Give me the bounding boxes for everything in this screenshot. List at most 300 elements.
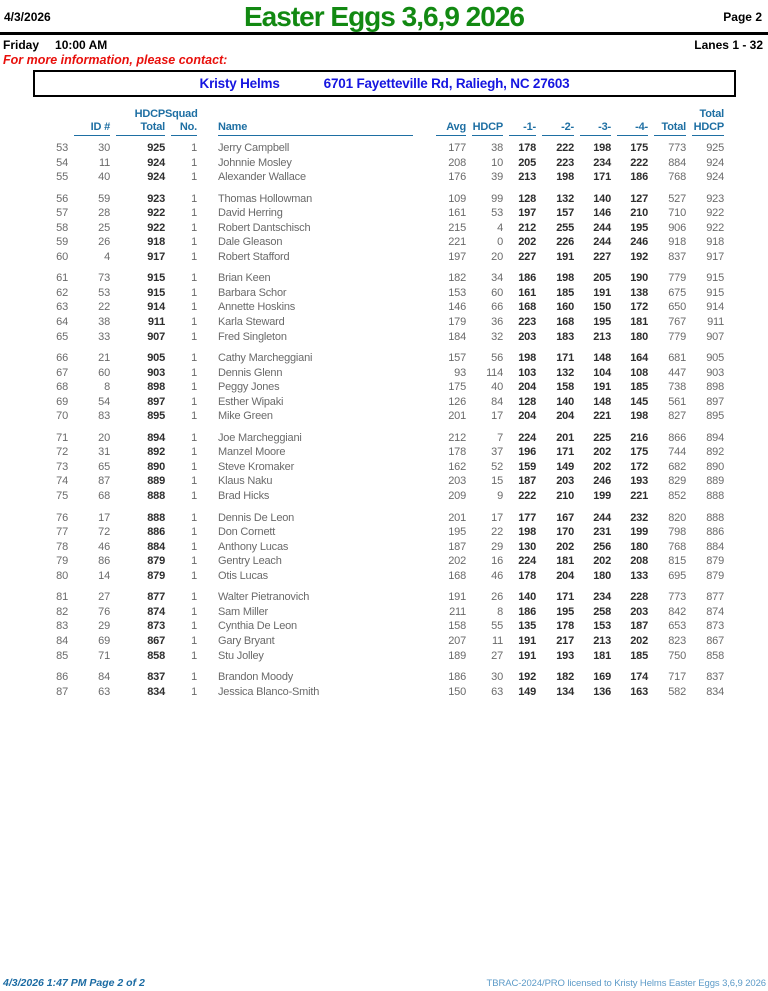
total-hdcp-cell: 889 xyxy=(706,475,724,488)
id-cell: 8 xyxy=(104,381,110,394)
game2-cell: 132 xyxy=(556,366,574,379)
group-spacer xyxy=(40,583,724,590)
total-cell: 447 xyxy=(668,366,686,379)
game4-cell: 186 xyxy=(630,171,648,184)
game4-cell: 185 xyxy=(630,649,648,662)
game1-cell: 192 xyxy=(518,671,536,684)
id-cell: 17 xyxy=(98,511,110,524)
game2-cell: 204 xyxy=(556,569,574,582)
total-hdcp-cell: 895 xyxy=(706,410,724,423)
hdcp-total-cell: 874 xyxy=(147,605,165,618)
total-cell: 918 xyxy=(668,236,686,249)
name-cell: Joe Marcheggiani xyxy=(218,431,302,444)
id-cell: 31 xyxy=(98,446,110,459)
total-cell: 829 xyxy=(668,475,686,488)
game1-cell: 203 xyxy=(518,330,536,343)
total-hdcp-cell: 923 xyxy=(706,192,724,205)
game4-cell: 187 xyxy=(630,620,648,633)
name-cell: Barbara Schor xyxy=(218,286,287,299)
total-hdcp-cell: 884 xyxy=(706,540,724,553)
game3-cell: 150 xyxy=(593,301,611,314)
name-cell: Manzel Moore xyxy=(218,446,286,459)
game2-cell: 226 xyxy=(556,236,574,249)
squad-cell: 1 xyxy=(191,460,197,473)
table-row xyxy=(40,141,724,156)
game2-cell: 171 xyxy=(556,446,574,459)
table-row xyxy=(40,409,724,424)
total-cell: 779 xyxy=(668,330,686,343)
avg-cell: 175 xyxy=(448,381,466,394)
avg-cell: 93 xyxy=(454,366,466,379)
game4-cell: 172 xyxy=(630,301,648,314)
hdcp-total-cell: 858 xyxy=(147,649,165,662)
total-hdcp-cell: 925 xyxy=(706,142,724,154)
game2-cell: 202 xyxy=(556,540,574,553)
avg-cell: 153 xyxy=(448,286,466,299)
hdcp-cell: 34 xyxy=(491,272,503,285)
game3-cell: 140 xyxy=(593,192,611,205)
table-row xyxy=(40,460,724,475)
total-hdcp-cell: 898 xyxy=(706,381,724,394)
squad-cell: 1 xyxy=(191,475,197,488)
squad-cell: 1 xyxy=(191,192,197,205)
game3-cell: 181 xyxy=(593,649,611,662)
group-spacer xyxy=(40,344,724,351)
game1-cell: 159 xyxy=(518,460,536,473)
game4-cell: 202 xyxy=(630,634,648,647)
total-hdcp-cell: 834 xyxy=(706,685,724,698)
hdcp-total-cell: 886 xyxy=(147,526,165,539)
game3-cell: 202 xyxy=(593,446,611,459)
rank-cell: 78 xyxy=(56,540,68,553)
hdcp-cell: 56 xyxy=(491,352,503,365)
col-header-name: Name xyxy=(197,121,430,136)
game3-cell: 256 xyxy=(593,540,611,553)
name-cell: Cynthia De Leon xyxy=(218,620,297,633)
avg-cell: 161 xyxy=(448,207,466,220)
total-cell: 820 xyxy=(668,511,686,524)
game1-cell: 212 xyxy=(518,221,536,234)
id-cell: 65 xyxy=(98,460,110,473)
hdcp-cell: 84 xyxy=(491,395,503,408)
hdcp-total-cell: 837 xyxy=(147,671,165,684)
rank-cell: 65 xyxy=(56,330,68,343)
rank-cell: 75 xyxy=(56,490,68,503)
game1-cell: 168 xyxy=(518,301,536,314)
standings-table-body xyxy=(40,141,724,699)
id-cell: 76 xyxy=(98,605,110,618)
squad-cell: 1 xyxy=(191,156,197,169)
group-spacer xyxy=(40,424,724,431)
total-cell: 744 xyxy=(668,446,686,459)
game1-cell: 191 xyxy=(518,649,536,662)
rank-cell: 55 xyxy=(56,171,68,184)
name-cell: Karla Steward xyxy=(218,316,285,329)
game2-cell: 182 xyxy=(556,671,574,684)
hdcp-total-cell: 888 xyxy=(147,511,165,524)
avg-cell: 203 xyxy=(448,475,466,488)
id-cell: 20 xyxy=(98,431,110,444)
total-cell: 650 xyxy=(668,301,686,314)
total-cell: 773 xyxy=(668,591,686,604)
avg-cell: 150 xyxy=(448,685,466,698)
name-cell: Cathy Marcheggiani xyxy=(218,352,313,365)
game3-cell: 244 xyxy=(593,511,611,524)
total-cell: 827 xyxy=(668,410,686,423)
hdcp-total-cell: 892 xyxy=(147,446,165,459)
hdcp-cell: 60 xyxy=(491,286,503,299)
col-header-avg: Avg xyxy=(430,121,466,136)
game1-cell: 128 xyxy=(518,192,536,205)
rank-cell: 77 xyxy=(56,526,68,539)
name-cell: Peggy Jones xyxy=(218,381,280,394)
table-row xyxy=(40,315,724,330)
squad-cell: 1 xyxy=(191,685,197,698)
id-cell: 22 xyxy=(98,301,110,314)
game2-cell: 140 xyxy=(556,395,574,408)
rank-cell: 82 xyxy=(56,605,68,618)
name-cell: Johnnie Mosley xyxy=(218,156,292,169)
rank-cell: 86 xyxy=(56,671,68,684)
squad-cell: 1 xyxy=(191,221,197,234)
game3-cell: 221 xyxy=(593,410,611,423)
id-cell: 21 xyxy=(98,352,110,365)
game3-cell: 202 xyxy=(593,555,611,568)
id-cell: 59 xyxy=(98,192,110,205)
game3-cell: 171 xyxy=(593,171,611,184)
avg-cell: 201 xyxy=(448,511,466,524)
game3-cell: 234 xyxy=(593,591,611,604)
hdcp-total-cell: 922 xyxy=(147,207,165,220)
squad-cell: 1 xyxy=(191,605,197,618)
total-cell: 815 xyxy=(668,555,686,568)
hdcp-total-cell: 924 xyxy=(147,171,165,184)
hdcp-total-cell: 879 xyxy=(147,555,165,568)
footer-date-page: 4/3/2026 1:47 PM Page 2 of 2 xyxy=(3,977,145,989)
id-cell: 28 xyxy=(98,207,110,220)
hdcp-total-cell: 895 xyxy=(147,410,165,423)
rank-cell: 70 xyxy=(56,410,68,423)
hdcp-cell: 8 xyxy=(497,605,503,618)
total-hdcp-cell: 837 xyxy=(706,671,724,684)
game2-cell: 204 xyxy=(556,410,574,423)
squad-cell: 1 xyxy=(191,142,197,154)
total-cell: 837 xyxy=(668,250,686,263)
squad-cell: 1 xyxy=(191,446,197,459)
game1-cell: 186 xyxy=(518,272,536,285)
total-cell: 767 xyxy=(668,316,686,329)
game4-cell: 199 xyxy=(630,526,648,539)
game4-cell: 133 xyxy=(630,569,648,582)
rank-cell: 63 xyxy=(56,301,68,314)
name-cell: Robert Dantschisch xyxy=(218,221,311,234)
table-row xyxy=(40,170,724,185)
game2-cell: 149 xyxy=(556,460,574,473)
hdcp-total-cell: 907 xyxy=(147,330,165,343)
hdcp-cell: 16 xyxy=(491,555,503,568)
id-cell: 11 xyxy=(98,156,110,169)
col-header-game3: -3- xyxy=(574,121,611,136)
hdcp-cell: 66 xyxy=(491,301,503,314)
total-hdcp-cell: 879 xyxy=(706,569,724,582)
game3-cell: 213 xyxy=(593,634,611,647)
col-header-game1: -1- xyxy=(503,121,536,136)
game1-cell: 205 xyxy=(518,156,536,169)
group-spacer xyxy=(40,504,724,511)
hdcp-total-cell: 903 xyxy=(147,366,165,379)
rank-cell: 62 xyxy=(56,286,68,299)
session-day-time xyxy=(3,38,107,52)
game3-cell: 191 xyxy=(593,381,611,394)
hdcp-cell: 10 xyxy=(491,156,503,169)
game4-cell: 175 xyxy=(630,142,648,154)
hdcp-cell: 26 xyxy=(491,591,503,604)
hdcp-total-cell: 905 xyxy=(147,352,165,365)
hdcp-cell: 63 xyxy=(491,685,503,698)
avg-cell: 176 xyxy=(448,171,466,184)
table-row xyxy=(40,286,724,301)
rank-cell: 60 xyxy=(56,250,68,263)
squad-cell: 1 xyxy=(191,250,197,263)
id-cell: 60 xyxy=(98,366,110,379)
col-header-total: Total xyxy=(648,121,686,136)
total-cell: 823 xyxy=(668,634,686,647)
game3-cell: 231 xyxy=(593,526,611,539)
game4-cell: 163 xyxy=(630,685,648,698)
group-spacer xyxy=(40,264,724,271)
game3-cell: 195 xyxy=(593,316,611,329)
name-cell: Robert Stafford xyxy=(218,250,290,263)
game1-cell: 186 xyxy=(518,605,536,618)
rank-cell: 76 xyxy=(56,511,68,524)
total-cell: 842 xyxy=(668,605,686,618)
avg-cell: 221 xyxy=(448,236,466,249)
game2-cell: 160 xyxy=(556,301,574,314)
table-row xyxy=(40,590,724,605)
name-cell: Dale Gleason xyxy=(218,236,283,249)
avg-cell: 207 xyxy=(448,634,466,647)
hdcp-cell: 9 xyxy=(497,490,503,503)
total-hdcp-cell: 905 xyxy=(706,352,724,365)
name-cell: Jerry Campbell xyxy=(218,142,290,154)
game4-cell: 208 xyxy=(630,555,648,568)
total-hdcp-cell: 917 xyxy=(706,250,724,263)
table-row xyxy=(40,605,724,620)
game4-cell: 174 xyxy=(630,671,648,684)
game1-cell: 202 xyxy=(518,236,536,249)
page-number-label: Page 2 xyxy=(723,10,762,24)
game1-cell: 227 xyxy=(518,250,536,263)
game4-cell: 145 xyxy=(630,395,648,408)
hdcp-cell: 114 xyxy=(486,366,503,379)
col-header-squad: Squad No. xyxy=(165,108,197,136)
table-row xyxy=(40,300,724,315)
hdcp-total-cell: 879 xyxy=(147,569,165,582)
rank-cell: 57 xyxy=(56,207,68,220)
table-row xyxy=(40,366,724,381)
avg-cell: 178 xyxy=(448,446,466,459)
game2-cell: 183 xyxy=(556,330,574,343)
hdcp-cell: 30 xyxy=(491,671,503,684)
game2-cell: 195 xyxy=(556,605,574,618)
id-cell: 83 xyxy=(98,410,110,423)
title-divider-rule xyxy=(0,32,768,35)
avg-cell: 177 xyxy=(448,142,466,154)
game1-cell: 197 xyxy=(518,207,536,220)
hdcp-cell: 37 xyxy=(491,446,503,459)
total-hdcp-cell: 915 xyxy=(706,286,724,299)
total-hdcp-cell: 890 xyxy=(706,460,724,473)
game1-cell: 135 xyxy=(518,620,536,633)
avg-cell: 208 xyxy=(448,156,466,169)
name-cell: Brian Keen xyxy=(218,272,271,285)
game2-cell: 210 xyxy=(556,490,574,503)
table-row xyxy=(40,685,724,700)
hdcp-cell: 40 xyxy=(491,381,503,394)
game2-cell: 158 xyxy=(556,381,574,394)
game1-cell: 187 xyxy=(518,475,536,488)
hdcp-total-cell: 888 xyxy=(147,490,165,503)
game1-cell: 178 xyxy=(518,569,536,582)
hdcp-total-cell: 884 xyxy=(147,540,165,553)
table-row xyxy=(40,380,724,395)
total-cell: 852 xyxy=(668,490,686,503)
game1-cell: 224 xyxy=(518,431,536,444)
game1-cell: 161 xyxy=(518,286,536,299)
rank-cell: 87 xyxy=(56,685,68,698)
table-row xyxy=(40,619,724,634)
game2-cell: 181 xyxy=(556,555,574,568)
game2-cell: 217 xyxy=(556,634,574,647)
total-hdcp-cell: 886 xyxy=(706,526,724,539)
col-header-game4: -4- xyxy=(611,121,648,136)
rank-cell: 67 xyxy=(56,366,68,379)
game4-cell: 185 xyxy=(630,381,648,394)
game2-cell: 201 xyxy=(556,431,574,444)
avg-cell: 168 xyxy=(448,569,466,582)
id-cell: 71 xyxy=(98,649,110,662)
name-cell: Annette Hoskins xyxy=(218,301,296,314)
squad-cell: 1 xyxy=(191,649,197,662)
game4-cell: 181 xyxy=(630,316,648,329)
rank-cell: 83 xyxy=(56,620,68,633)
name-cell: Alexander Wallace xyxy=(218,171,306,184)
hdcp-total-cell: 923 xyxy=(147,192,165,205)
squad-cell: 1 xyxy=(191,301,197,314)
total-cell: 681 xyxy=(668,352,686,365)
id-cell: 87 xyxy=(98,475,110,488)
rank-cell: 80 xyxy=(56,569,68,582)
hdcp-cell: 27 xyxy=(491,649,503,662)
game3-cell: 153 xyxy=(593,620,611,633)
rank-cell: 74 xyxy=(56,475,68,488)
game1-cell: 130 xyxy=(518,540,536,553)
game2-cell: 191 xyxy=(556,250,574,263)
game1-cell: 196 xyxy=(518,446,536,459)
game4-cell: 222 xyxy=(630,156,648,169)
hdcp-total-cell: 898 xyxy=(147,381,165,394)
game3-cell: 169 xyxy=(593,671,611,684)
total-cell: 866 xyxy=(668,431,686,444)
hdcp-total-cell: 922 xyxy=(147,221,165,234)
total-cell: 561 xyxy=(668,395,686,408)
avg-cell: 146 xyxy=(448,301,466,314)
squad-cell: 1 xyxy=(191,366,197,379)
table-row xyxy=(40,235,724,250)
total-cell: 738 xyxy=(668,381,686,394)
name-cell: Brandon Moody xyxy=(218,671,294,684)
name-cell: Gary Bryant xyxy=(218,634,275,647)
game2-cell: 157 xyxy=(556,207,574,220)
table-row xyxy=(40,445,724,460)
total-cell: 717 xyxy=(668,671,686,684)
footer-license: TBRAC-2024/PRO licensed to Kristy Helms Easter Eggs 3,6,9 2026 xyxy=(486,978,766,989)
avg-cell: 179 xyxy=(448,316,466,329)
hdcp-total-cell: 877 xyxy=(147,591,165,604)
table-row xyxy=(40,474,724,489)
squad-cell: 1 xyxy=(191,671,197,684)
contact-address: 6701 Fayetteville Rd, Raliegh, NC 27603 xyxy=(323,76,570,91)
contact-info-label: For more information, please contact: xyxy=(3,53,228,67)
game3-cell: 136 xyxy=(593,685,611,698)
rank-cell: 72 xyxy=(56,446,68,459)
game3-cell: 146 xyxy=(593,207,611,220)
table-row xyxy=(40,351,724,366)
avg-cell: 187 xyxy=(448,540,466,553)
game2-cell: 193 xyxy=(556,649,574,662)
hdcp-total-cell: 915 xyxy=(147,286,165,299)
total-cell: 750 xyxy=(668,649,686,662)
squad-cell: 1 xyxy=(191,236,197,249)
rank-cell: 61 xyxy=(56,272,68,285)
total-hdcp-cell: 858 xyxy=(706,649,724,662)
game2-cell: 134 xyxy=(556,685,574,698)
hdcp-cell: 38 xyxy=(491,142,503,154)
hdcp-cell: 4 xyxy=(497,221,503,234)
total-cell: 653 xyxy=(668,620,686,633)
contact-name: Kristy Helms xyxy=(199,76,280,91)
table-row xyxy=(40,221,724,236)
total-hdcp-cell: 879 xyxy=(706,555,724,568)
total-hdcp-cell: 888 xyxy=(706,490,724,503)
name-cell: Jessica Blanco-Smith xyxy=(218,685,320,698)
game4-cell: 228 xyxy=(630,591,648,604)
total-hdcp-cell: 924 xyxy=(706,156,724,169)
table-row xyxy=(40,330,724,345)
game4-cell: 246 xyxy=(630,236,648,249)
hdcp-total-cell: 889 xyxy=(147,475,165,488)
squad-cell: 1 xyxy=(191,381,197,394)
game3-cell: 180 xyxy=(593,569,611,582)
game1-cell: 222 xyxy=(518,490,536,503)
avg-cell: 162 xyxy=(448,460,466,473)
table-row xyxy=(40,670,724,685)
avg-cell: 191 xyxy=(448,591,466,604)
id-cell: 69 xyxy=(98,634,110,647)
name-cell: Thomas Hollowman xyxy=(218,192,313,205)
game2-cell: 170 xyxy=(556,526,574,539)
game2-cell: 178 xyxy=(556,620,574,633)
id-cell: 40 xyxy=(98,171,110,184)
hdcp-total-cell: 897 xyxy=(147,395,165,408)
table-row xyxy=(40,192,724,207)
rank-cell: 81 xyxy=(56,591,68,604)
game2-cell: 168 xyxy=(556,316,574,329)
avg-cell: 212 xyxy=(448,431,466,444)
total-cell: 582 xyxy=(668,685,686,698)
game2-cell: 203 xyxy=(556,475,574,488)
game1-cell: 204 xyxy=(518,410,536,423)
